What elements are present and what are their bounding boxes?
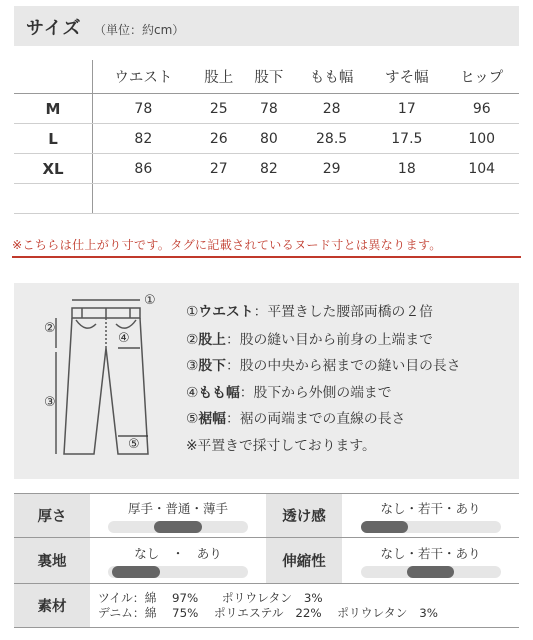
table-cell: 17.5 <box>369 124 444 154</box>
measurement-item <box>186 354 461 374</box>
marker-5: ⑤ <box>128 437 140 452</box>
empty-cell <box>444 184 519 214</box>
empty-cell <box>369 184 444 214</box>
measurement-item <box>186 300 433 320</box>
table-row <box>14 154 519 184</box>
spec-track <box>108 566 248 578</box>
measurement-desc: ：股の中央から裾までの縫い目の長さ <box>225 358 461 374</box>
spec-row <box>14 538 519 584</box>
size-table <box>14 60 519 214</box>
table-cell: 80 <box>244 124 294 154</box>
spec-row <box>14 584 519 628</box>
table-cell: 86 <box>93 154 194 184</box>
spec-scale <box>342 538 519 584</box>
spec-label: 素材 <box>14 584 90 628</box>
spec-track <box>361 566 501 578</box>
table-row <box>14 124 519 154</box>
column-header: ウエスト <box>93 60 194 94</box>
spec-indicator <box>407 566 455 578</box>
empty-cell <box>244 184 294 214</box>
measurement-label: ウエスト <box>198 304 254 320</box>
table-cell: 27 <box>194 154 244 184</box>
table-cell: 26 <box>194 124 244 154</box>
spec-options: なし ・ あり <box>134 545 222 561</box>
material-detail <box>90 584 519 628</box>
empty-cell <box>93 184 194 214</box>
measurement-desc: ：股の縫い目から前身の上端まで <box>225 332 433 348</box>
spec-indicator <box>154 521 202 533</box>
spec-options: なし・若干・あり <box>380 500 481 516</box>
spec-row <box>14 494 519 538</box>
measurement-desc: ：平置きした腰部両橋の２倍 <box>253 304 433 320</box>
column-header: 股下 <box>244 60 294 94</box>
section-header <box>14 6 519 46</box>
unit-label: （単位：約cm） <box>94 23 185 37</box>
measurement-num: ⑤ <box>186 411 199 427</box>
pants-diagram <box>30 286 180 472</box>
table-cell: 29 <box>294 154 369 184</box>
material-line: デニム：綿 75% ポリエステル 22% ポリウレタン 3% <box>98 605 438 620</box>
spec-label: 裏地 <box>14 538 90 584</box>
size-label: XL <box>14 154 93 184</box>
spec-indicator <box>361 521 409 533</box>
size-label: M <box>14 94 93 124</box>
measurement-label: 裾幅 <box>198 411 226 427</box>
table-cell: 25 <box>194 94 244 124</box>
table-cell: 18 <box>369 154 444 184</box>
table-cell: 104 <box>444 154 519 184</box>
table-cell: 96 <box>444 94 519 124</box>
table-row-empty <box>14 184 519 214</box>
section-title: サイズ <box>26 18 82 39</box>
note-underline <box>12 256 521 258</box>
measurement-desc: ：股下から外側の端まで <box>239 385 392 401</box>
table-row <box>14 94 519 124</box>
table-cell: 28 <box>294 94 369 124</box>
spec-table <box>14 493 519 628</box>
table-cell: 82 <box>93 124 194 154</box>
measurement-label: 股上 <box>198 332 226 348</box>
spec-track <box>361 521 501 533</box>
table-cell: 100 <box>444 124 519 154</box>
measurement-num: ③ <box>186 358 199 374</box>
empty-cell <box>294 184 369 214</box>
empty-cell <box>14 184 93 214</box>
marker-3: ③ <box>44 395 56 410</box>
spec-scale <box>90 494 266 538</box>
finished-size-note: ※こちらは仕上がり寸です。タグに記載されているヌード寸とは異なります。 <box>12 238 442 252</box>
column-header: 股上 <box>194 60 244 94</box>
empty-cell <box>194 184 244 214</box>
measurement-label: もも幅 <box>198 385 240 401</box>
measurement-num: ④ <box>186 385 199 401</box>
spec-scale <box>90 538 266 584</box>
spec-label: 透け感 <box>266 494 342 538</box>
measurement-item <box>186 381 392 401</box>
measurement-item <box>186 407 405 427</box>
measurement-desc: ：裾の両端までの直線の長さ <box>225 411 406 427</box>
table-cell: 78 <box>93 94 194 124</box>
measurement-num: ② <box>186 332 199 348</box>
measurement-num: ① <box>186 304 199 320</box>
material-line: ツイル：綿 97% ポリウレタン 3% <box>98 590 323 605</box>
size-header-corner <box>14 60 93 94</box>
table-cell: 28.5 <box>294 124 369 154</box>
spec-label: 伸縮性 <box>266 538 342 584</box>
marker-1: ① <box>144 293 156 308</box>
spec-label: 厚さ <box>14 494 90 538</box>
measurement-footnote: ※平置きで採寸しております。 <box>186 438 376 454</box>
spec-options: なし・若干・あり <box>380 545 481 561</box>
marker-2: ② <box>44 321 56 336</box>
table-cell: 82 <box>244 154 294 184</box>
column-header: すそ幅 <box>369 60 444 94</box>
spec-options: 厚手・普通・薄手 <box>127 500 228 516</box>
measurement-label: 股下 <box>198 358 226 374</box>
spec-indicator <box>112 566 160 578</box>
spec-scale <box>342 494 519 538</box>
measurement-item <box>186 328 433 348</box>
spec-track <box>108 521 248 533</box>
size-label: L <box>14 124 93 154</box>
column-header: ヒップ <box>444 60 519 94</box>
marker-4: ④ <box>118 331 130 346</box>
column-header: もも幅 <box>294 60 369 94</box>
table-cell: 78 <box>244 94 294 124</box>
size-table-header <box>14 60 519 94</box>
table-cell: 17 <box>369 94 444 124</box>
